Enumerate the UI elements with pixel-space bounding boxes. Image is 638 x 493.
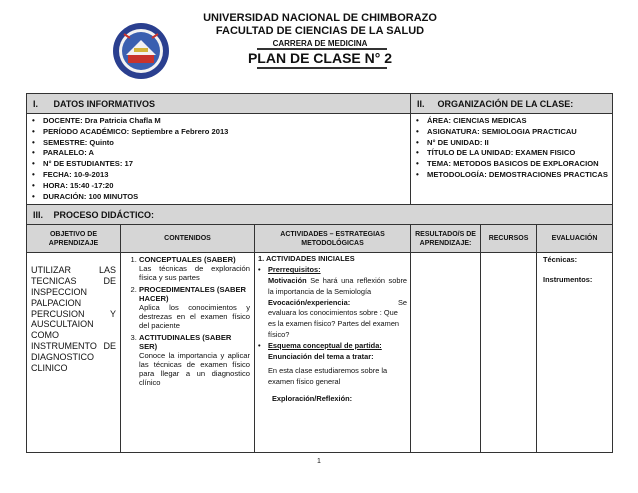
list-item: • DOCENTE: Dra Patricia Chafla M	[43, 116, 410, 127]
col-header-recursos: RECURSOS	[481, 225, 537, 253]
contenidos-list	[121, 253, 254, 387]
objetivo-line: TECNICAS DE	[31, 276, 116, 287]
col-header-actividades: ACTIVIDADES – ESTRATEGIAS METODOLÓGICAS	[255, 225, 411, 253]
career-name: CARRERA DE MEDICINA	[272, 39, 368, 48]
title-rule-bottom	[257, 67, 387, 69]
list-item: • N° DE UNIDAD: II	[427, 138, 612, 149]
contenidos-cell	[121, 253, 255, 453]
esquema-label: • Esquema conceptual de partida:	[258, 341, 407, 352]
list-item	[139, 285, 250, 330]
faculty-name: FACULTAD DE CIENCIAS DE LA SALUD	[215, 25, 425, 37]
contenido-title: 1. CONCEPTUALES (SABER)	[139, 255, 236, 265]
list-item: • ASIGNATURA: SEMIOLOGIA PRACTICAU	[427, 127, 612, 138]
exploracion-label: Exploración/Reflexión:	[272, 393, 353, 403]
objetivo-line: INSTRUMENTO DE	[31, 340, 116, 351]
list-item: • METODOLOGÍA: DEMOSTRACIONES PRACTICAS	[427, 170, 612, 181]
list-item	[139, 333, 250, 387]
actividades-number: 1.	[258, 254, 265, 264]
objetivo-line: COMO	[31, 330, 59, 341]
motivacion-block	[258, 276, 407, 298]
contenido-text: Aplica los conocimientos y destrezas en el examen físico del paciente	[139, 303, 250, 331]
datos-informativos-list	[27, 116, 410, 202]
col-header-contenidos: CONTENIDOS	[121, 225, 255, 253]
evocacion-text: evaluara los conocimientos sobre : Que es la examen físico? Partes del examen físico?	[268, 308, 400, 339]
list-item: • SEMESTRE: Quinto	[43, 138, 410, 149]
actividades-cell	[255, 253, 411, 453]
objetivo-line: AUSCULTAION	[31, 319, 94, 330]
section2-body	[411, 114, 613, 205]
section3-number: III.	[33, 209, 44, 220]
organizacion-list	[411, 116, 612, 181]
page-number: 1	[317, 458, 321, 465]
list-item: • HORA: 15:40 -17:20	[43, 181, 410, 192]
university-seal-logo	[112, 22, 170, 80]
title-rule-top	[257, 48, 387, 50]
section1-body	[27, 114, 411, 205]
section1-title: DATOS INFORMATIVOS	[53, 98, 156, 109]
contenido-title: 3. ACTITUDINALES (SABER SER)	[139, 333, 232, 352]
section1-number: I.	[33, 98, 39, 109]
evocacion-label: Evocación/experiencia:	[268, 297, 351, 307]
evaluacion-cell	[537, 253, 613, 453]
list-item: • N° DE ESTUDIANTES: 17	[43, 159, 410, 170]
list-item: • PARALELO: A	[43, 148, 410, 159]
objetivo-line: UTILIZAR LAS	[31, 265, 116, 276]
objetivo-line: DIAGNOSTICO	[31, 351, 95, 362]
motivacion-text: Se hará una reflexión sobre la importancia de la Semiología	[268, 275, 408, 296]
contenido-text: Las técnicas de exploración física y sus partes	[139, 264, 250, 283]
clase-text: En esta clase estudiaremos sobre la examen físico general	[268, 366, 388, 387]
actividades-heading: ACTIVIDADES INICIALES	[265, 254, 355, 264]
contenido-title: 2. PROCEDIMENTALES (SABER HACER)	[139, 285, 247, 304]
objetivo-cell	[27, 253, 121, 453]
resultado-cell	[411, 253, 481, 453]
list-item: • TÍTULO DE LA UNIDAD: EXAMEN FISICO	[427, 148, 612, 159]
list-item: • FECHA: 10-9-2013	[43, 170, 410, 181]
section2-header	[411, 94, 613, 114]
list-item: • PERÍODO ACADÉMICO: Septiembre a Febrero 2013	[43, 127, 410, 138]
col-header-resultado: RESULTADO/S DE APRENDIZAJE:	[411, 225, 481, 253]
section3-title: PROCESO DIDÁCTICO:	[53, 209, 155, 220]
tecnicas-label: Técnicas:	[543, 255, 578, 265]
section1-header	[27, 94, 411, 114]
list-item	[139, 255, 250, 282]
evocacion-tail: Se	[397, 297, 408, 307]
actividades-iniciales	[258, 254, 407, 265]
enunciacion-label: Enunciación del tema a tratar:	[268, 351, 374, 361]
section2-title: ORGANIZACIÓN DE LA CLASE:	[437, 98, 574, 109]
evocacion-line	[258, 298, 407, 309]
recursos-cell	[481, 253, 537, 453]
section3-header	[27, 205, 613, 225]
university-name: UNIVERSIDAD NACIONAL DE CHIMBORAZO	[203, 12, 437, 24]
objetivo-line: INSPECCION	[31, 286, 88, 297]
motivacion-label: Motivación	[268, 275, 307, 285]
contenido-text: Conoce la importancia y aplicar las técnicas de examen físico para llegar a un diagnostico clínico	[139, 351, 250, 388]
objetivo-line: PALPACION	[31, 297, 82, 308]
section2-number: II.	[417, 98, 425, 109]
col-header-objetivo: OBJETIVO DE APRENDIZAJE	[27, 225, 121, 253]
prerrequisitos-label: • Prerrequisitos:	[258, 265, 407, 276]
list-item: • ÁREA: CIENCIAS MEDICAS	[427, 116, 612, 127]
objetivo-line: PERCUSION Y	[31, 308, 116, 319]
instrumentos-label: Instrumentos:	[543, 275, 593, 285]
list-item: • DURACIÓN: 100 MINUTOS	[43, 192, 410, 203]
plan-title: PLAN DE CLASE N° 2	[247, 50, 393, 66]
col-header-evaluacion: EVALUACIÓN	[537, 225, 613, 253]
class-plan-table	[26, 93, 613, 453]
list-item: • TEMA: METODOS BASICOS DE EXPLORACION	[427, 159, 612, 170]
objetivo-line: CLINICO	[31, 362, 68, 373]
